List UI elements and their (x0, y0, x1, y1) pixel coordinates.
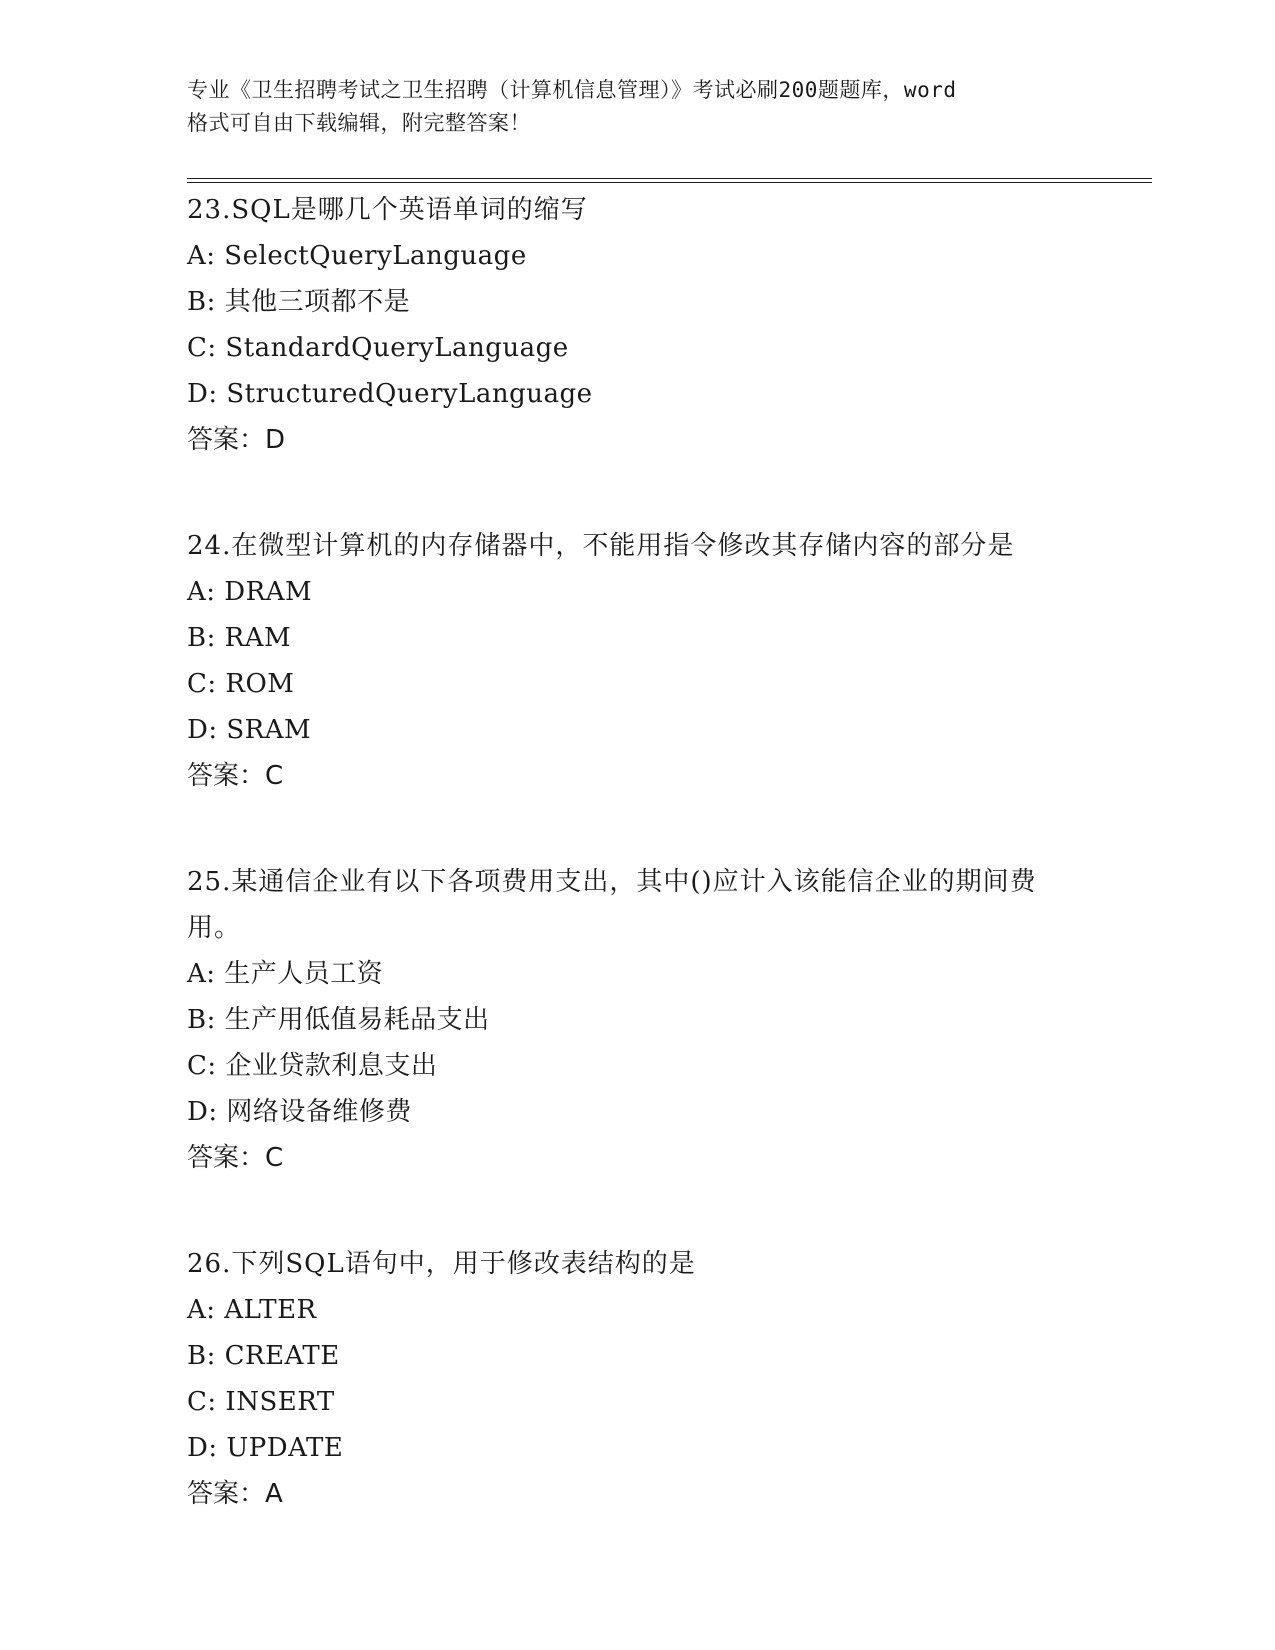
option-c: C: 企业贷款利息支出 (187, 1051, 438, 1081)
question-spacer (187, 1181, 1087, 1241)
option-a: A: ALTER (187, 1295, 317, 1325)
answer-line: 答案：D (187, 425, 286, 455)
header-divider-bottom (187, 182, 1152, 183)
question-spacer (187, 463, 1087, 523)
option-a: A: SelectQueryLanguage (187, 241, 527, 271)
option-a: A: 生产人员工资 (187, 959, 384, 989)
header-divider-top (187, 178, 1152, 179)
answer-line: 答案：A (187, 1479, 283, 1509)
option-d: D: UPDATE (187, 1433, 344, 1463)
question-list (187, 187, 1087, 1517)
option-c: C: ROM (187, 669, 295, 699)
option-d: D: StructuredQueryLanguage (187, 379, 593, 409)
answer-line: 答案：C (187, 761, 284, 791)
question-25 (187, 859, 1087, 1181)
option-c: C: INSERT (187, 1387, 335, 1417)
answer-line: 答案：C (187, 1143, 284, 1173)
option-b: B: CREATE (187, 1341, 340, 1371)
question-title: 25.某通信企业有以下各项费用支出，其中()应计入该能信企业的期间费用。 (187, 867, 1037, 943)
option-d: D: SRAM (187, 715, 312, 745)
question-spacer (187, 799, 1087, 859)
question-23 (187, 187, 1087, 463)
option-d: D: 网络设备维修费 (187, 1097, 412, 1127)
document-header (187, 74, 1087, 140)
question-title: 26.下列SQL语句中，用于修改表结构的是 (187, 1249, 696, 1279)
question-title: 23.SQL是哪几个英语单词的缩写 (187, 195, 588, 225)
header-line-1: 专业《卫生招聘考试之卫生招聘（计算机信息管理）》考试必刷200题题库，word (187, 78, 957, 102)
option-b: B: 生产用低值易耗品支出 (187, 1005, 490, 1035)
question-title: 24.在微型计算机的内存储器中，不能用指令修改其存储内容的部分是 (187, 531, 1015, 561)
header-line-2: 格式可自由下载编辑，附完整答案！ (187, 111, 531, 135)
option-a: A: DRAM (187, 577, 313, 607)
question-26 (187, 1241, 1087, 1517)
option-b: B: RAM (187, 623, 292, 653)
question-24 (187, 523, 1087, 799)
option-b: B: 其他三项都不是 (187, 287, 411, 317)
option-c: C: StandardQueryLanguage (187, 333, 569, 363)
